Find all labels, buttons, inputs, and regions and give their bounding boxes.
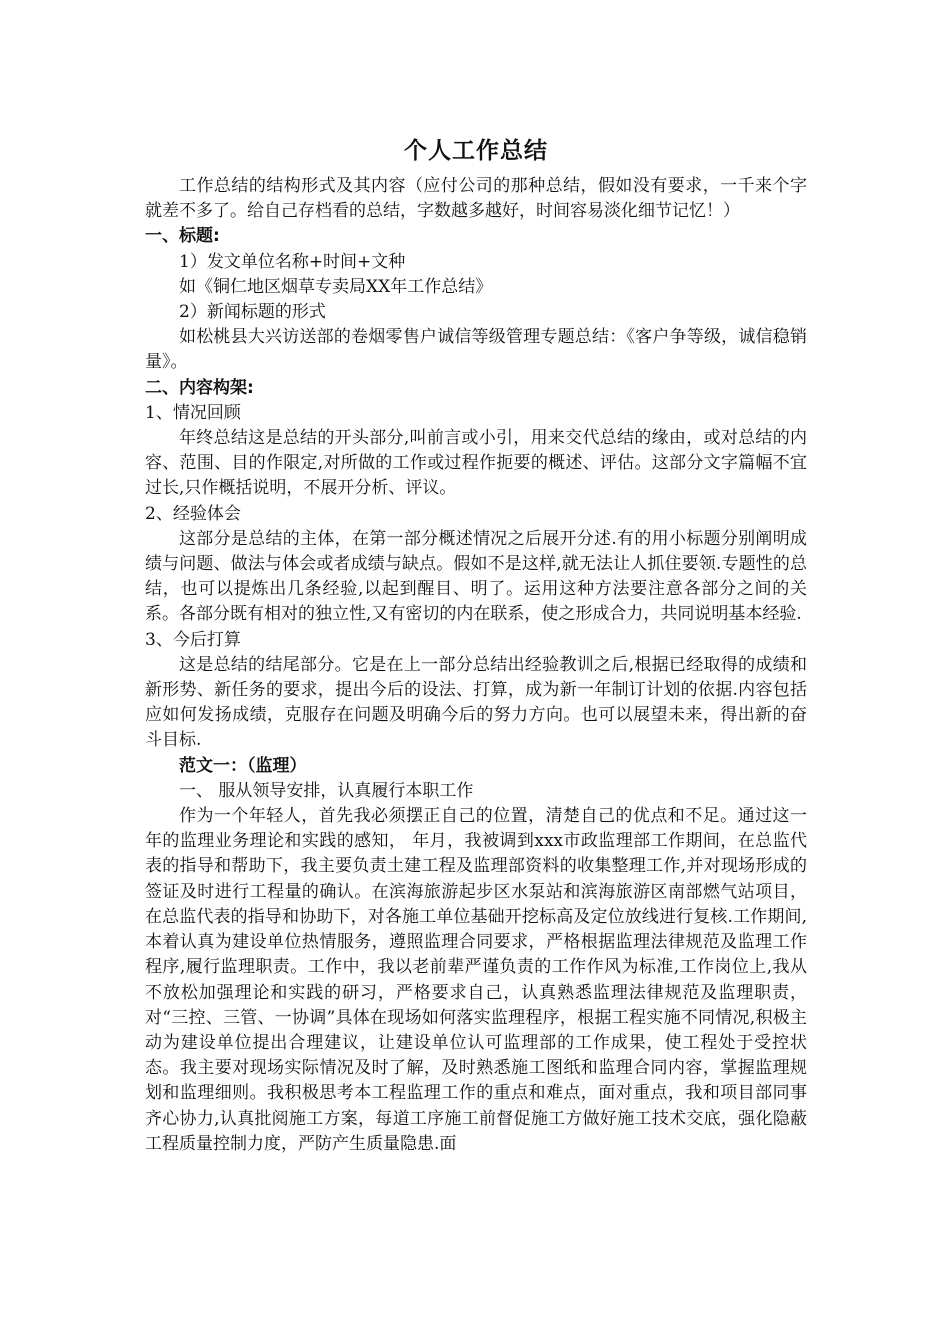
title-item-1: 1）发文单位名称+时间+文种 <box>179 251 406 272</box>
document-page <box>145 130 807 1157</box>
content-part-3-label: 3、今后打算 <box>145 629 241 650</box>
content-part-1-label: 1、情况回顾 <box>145 402 241 423</box>
content-part-2-label: 2、经验体会 <box>145 503 241 524</box>
document-title: 个人工作总结 <box>404 138 548 164</box>
sample-heading: 范文一：（监理） <box>179 755 307 776</box>
title-item-2-example: 如松桃县大兴访送部的卷烟零售户诚信等级管理专题总结：《客户争等级，诚信稳销量》。 <box>145 327 807 373</box>
section-heading-title: 一、标题: <box>145 226 220 247</box>
content-part-2-text: 这部分是总结的主体，在第一部分概述情况之后展开分述.有的用小标题分别阐明成绩与问题、做法与体会或者成绩与缺点。假如不是这样,就无法让人抓住要领.专题性的总结，也可以提炼出几条经验,以起到醒目、明了。运用这种方法要注意各部分之间的关系。各部分既有相对的独立性,又有密切的内在联系，使之形成合力，共同说明基本经验. <box>145 528 807 625</box>
intro-paragraph: 工作总结的结构形式及其内容（应付公司的那种总结，假如没有要求，一千来个字就差不多了。给自己存档看的总结，字数越多越好，时间容易淡化细节记忆！） <box>145 176 807 222</box>
section-heading-content: 二、内容构架: <box>145 377 254 398</box>
sample-body: 作为一个年轻人，首先我必须摆正自己的位置，清楚自己的优点和不足。通过这一年的监理业务理论和实践的感知， 年月，我被调到xxx市政监理部工作期间，在总监代表的指导和帮助下，我主要负责土建工程及监理部资料的收集整理工作,并对现场形成的签证及时进行工程量的确认。在滨海旅游起步区水泵站和滨海旅游区南部燃气站项目，在总监代表的指导和协助下，对各施工单位基础开挖标高及定位放线进行复核.工作期间,本着认真为建设单位热情服务，遵照监理合同要求，严格根据监理法律规范及监理工作程序,履行监理职责。工作中，我以老前辈严谨负责的工作作风为标准,工作岗位上,我从不放松加强理论和实践的研习，严格要求自己，认真熟悉监理法律规范及监理职责，对“三控、三管、一协调”具体在现场如何落实监理程序，根据工程实施不同情况,积极主动为建设单位提出合理建议，让建设单位认可监理部的工作成果，使工程处于受控状态。我主要对现场实际情况及时了解，及时熟悉施工图纸和监理合同内容，掌握监理规划和监理细则。我积极思考本工程监理工作的重点和难点，面对重点，我和项目部同事齐心协力,认真批阅施工方案，每道工序施工前督促施工方做好施工技术交底，强化隐蔽工程质量控制力度，严防产生质量隐患.面 <box>145 806 807 1154</box>
content-part-3-text: 这是总结的结尾部分。它是在上一部分总结出经验教训之后,根据已经取得的成绩和新形势、新任务的要求，提出今后的设法、打算，成为新一年制订计划的依据.内容包括应如何发扬成绩，克服存在问题及明确今后的努力方向。也可以展望未来，得出新的奋斗目标. <box>145 654 807 751</box>
content-part-1-text: 年终总结这是总结的开头部分,叫前言或小引，用来交代总结的缘由，或对总结的内容、范围、目的作限定,对所做的工作或过程作扼要的概述、评估。这部分文字篇幅不宜过长,只作概括说明，不展开分析、评议。 <box>145 428 807 499</box>
title-item-1-example: 如《铜仁地区烟草专卖局XX年工作总结》 <box>179 276 493 297</box>
title-item-2: 2）新闻标题的形式 <box>179 302 326 323</box>
sample-subheading: 一、 服从领导安排，认真履行本职工作 <box>179 780 474 801</box>
